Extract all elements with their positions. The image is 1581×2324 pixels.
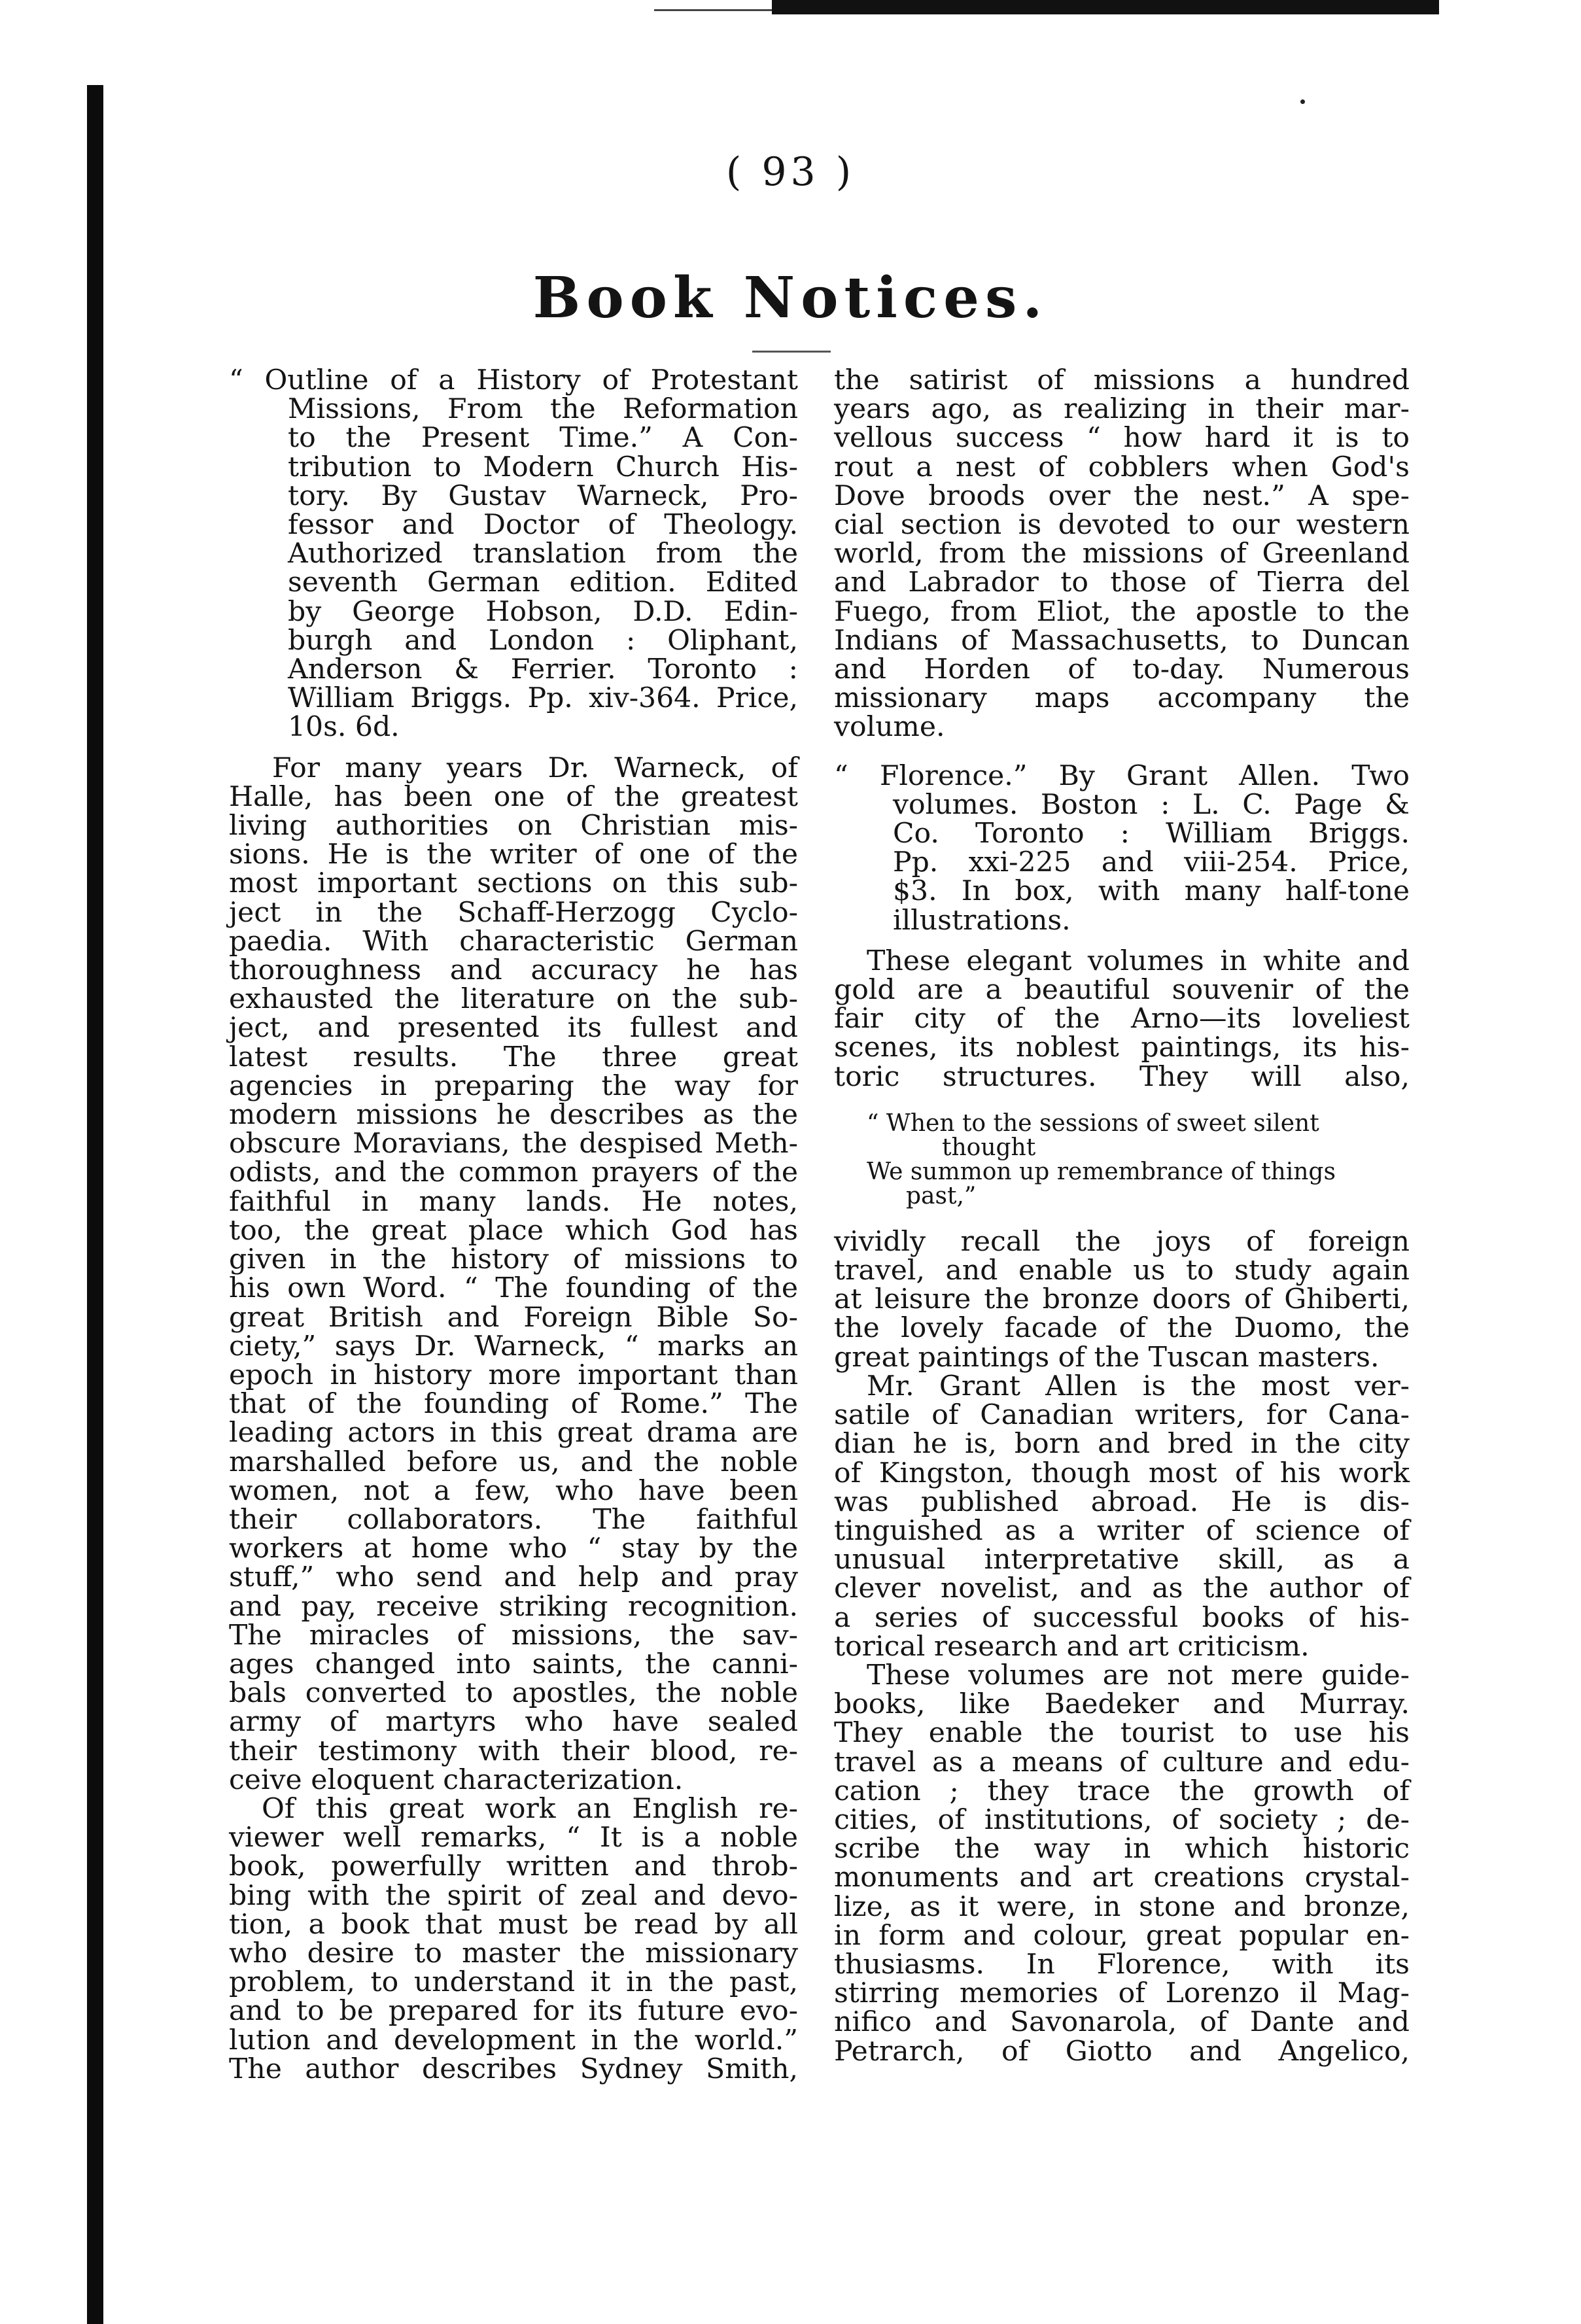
quote-line: We summon up remembrance of things — [867, 1158, 1336, 1185]
text-line: tory. By Gustav Warneck, Pro- — [288, 479, 798, 512]
quote-line: past,” — [906, 1182, 977, 1209]
text-line: most important sections on this sub- — [229, 867, 798, 900]
text-line: Missions, From the Reformation — [288, 393, 798, 426]
text-line: exhausted the literature on the sub- — [229, 983, 798, 1016]
text-line: by George Hobson, D.D. Edin- — [288, 595, 798, 628]
text-line: $3. In box, with many half-tone — [893, 875, 1410, 908]
text-line: living authorities on Christian mis- — [229, 810, 798, 842]
text-line: Indians of Massachusetts, to Duncan — [834, 624, 1410, 657]
warneck-review-continued — [834, 366, 1410, 742]
text-line: in form and colour, great popular en- — [834, 1919, 1410, 1952]
warneck-citation — [229, 366, 798, 742]
text-line: These elegant volumes in white and — [867, 945, 1410, 977]
text-line: For many years Dr. Warneck, of — [272, 752, 798, 784]
text-line: vividly recall the joys of foreign — [834, 1225, 1410, 1258]
text-line: lution and development in the world.” — [229, 2024, 798, 2056]
text-line: scribe the way in which historic — [834, 1833, 1410, 1865]
text-line: paedia. With characteristic German — [229, 925, 798, 958]
florence-review-body — [834, 947, 1410, 2066]
text-line: travel, and enable us to study again — [834, 1255, 1410, 1287]
text-line: their testimony with their blood, re- — [229, 1735, 798, 1767]
text-line: dian he is, born and bred in the city — [834, 1428, 1410, 1461]
text-line: fair city of the Arno—its loveliest — [834, 1003, 1410, 1035]
text-line: vellous success “ how hard it is to — [834, 422, 1410, 455]
text-line: a series of successful books of his- — [834, 1601, 1410, 1634]
text-line: viewer well remarks, “ It is a noble — [229, 1822, 798, 1854]
text-line: burgh and London : Oliphant, — [288, 624, 798, 657]
text-line: unusual interpretative skill, as a — [834, 1544, 1410, 1576]
text-line: and Horden of to-day. Numerous — [834, 653, 1410, 686]
text-line: great British and Foreign Bible So- — [229, 1301, 798, 1334]
text-line: sions. He is the writer of one of the — [229, 839, 798, 871]
text-line: ject in the Schaff-Herzogg Cyclo- — [229, 896, 798, 929]
text-line: agencies in preparing the way for — [229, 1069, 798, 1102]
text-line: Halle, has been one of the greatest — [229, 780, 798, 813]
text-line: tribution to Modern Church His- — [288, 451, 798, 483]
text-line: epoch in history more important than — [229, 1359, 798, 1391]
quote-line: thought — [942, 1134, 1036, 1161]
text-line: Petrarch, of Giotto and Angelico, — [834, 2035, 1410, 2068]
section-heading: Book Notices. — [532, 265, 1049, 331]
left-column — [229, 366, 798, 2084]
text-line: thusiasms. In Florence, with its — [834, 1948, 1410, 1981]
binding-edge-shadow — [87, 85, 103, 2324]
text-line: and pay, receive striking recognition. — [229, 1590, 798, 1623]
text-line: at leisure the bronze doors of Ghiberti, — [834, 1283, 1410, 1316]
text-line: seventh German edition. Edited — [288, 566, 798, 599]
text-line: volumes. Boston : L. C. Page & — [893, 788, 1410, 821]
text-line: Anderson & Ferrier. Toronto : — [288, 653, 798, 686]
text-line: travel as a means of culture and edu- — [834, 1746, 1410, 1778]
text-line: Mr. Grant Allen is the most ver- — [867, 1370, 1410, 1402]
text-line: Fuego, from Eliot, the apostle to the — [834, 595, 1410, 628]
heading-rule — [752, 351, 831, 353]
text-line: “ Florence.” By Grant Allen. Two — [834, 759, 1410, 792]
text-line: obscure Moravians, the despised Meth- — [229, 1128, 798, 1160]
text-line: scenes, its noblest paintings, its his- — [834, 1032, 1410, 1064]
text-line: faithful in many lands. He notes, — [229, 1185, 798, 1218]
text-line: missionary maps accompany the — [834, 682, 1410, 715]
text-line: ciety,” says Dr. Warneck, “ marks an — [229, 1330, 798, 1362]
text-line: Co. Toronto : William Briggs. — [893, 818, 1410, 850]
text-line: tinguished as a writer of science of — [834, 1514, 1410, 1547]
text-line: They enable the tourist to use his — [834, 1717, 1410, 1750]
text-line: marshalled before us, and the noble — [229, 1446, 798, 1478]
text-line: army of martyrs who have sealed — [229, 1706, 798, 1739]
text-line: books, like Baedeker and Murray. — [834, 1688, 1410, 1721]
text-line: thoroughness and accuracy he has — [229, 954, 798, 987]
text-line: the satirist of missions a hundred — [834, 364, 1410, 396]
text-line: illustrations. — [893, 904, 1071, 937]
text-line: The author describes Sydney Smith, — [229, 2053, 798, 2085]
text-line: cities, of institutions, of society ; de- — [834, 1803, 1410, 1836]
text-line: cation ; they trace the growth of — [834, 1775, 1410, 1807]
text-line: rout a nest of cobblers when God's — [834, 451, 1410, 483]
text-line: bing with the spirit of zeal and devo- — [229, 1879, 798, 1912]
text-line: The miracles of missions, the sav- — [229, 1619, 798, 1652]
text-line: cial section is devoted to our western — [834, 509, 1410, 542]
text-line: problem, to understand it in the past, — [229, 1966, 798, 1999]
text-line: workers at home who “ stay by the — [229, 1533, 798, 1565]
text-line: leading actors in this great drama are — [229, 1417, 798, 1449]
scan-speck — [1300, 99, 1305, 104]
text-line: monuments and art creations crystal- — [834, 1862, 1410, 1894]
text-line: toric structures. They will also, — [834, 1060, 1410, 1093]
text-line: book, powerfully written and throb- — [229, 1850, 798, 1883]
text-line: nifico and Savonarola, of Dante and — [834, 2006, 1410, 2039]
text-line: odists, and the common prayers of the — [229, 1156, 798, 1189]
text-line: torical research and art criticism. — [834, 1630, 1310, 1663]
text-line: These volumes are not mere guide- — [867, 1659, 1410, 1691]
text-line: women, not a few, who have been — [229, 1474, 798, 1507]
text-line: too, the great place which God has — [229, 1214, 798, 1247]
text-line: ceive eloquent characterization. — [229, 1763, 684, 1796]
text-line: satile of Canadian writers, for Cana- — [834, 1399, 1410, 1432]
text-line: his own Word. “ The founding of the — [229, 1272, 798, 1305]
text-line: that of the founding of Rome.” The — [229, 1388, 798, 1421]
text-line: William Briggs. Pp. xiv-364. Price, — [288, 682, 798, 715]
text-line: was published abroad. He is dis- — [834, 1485, 1410, 1518]
text-line: who desire to master the missionary — [229, 1937, 798, 1969]
text-line: Dove broods over the nest.” A spe- — [834, 479, 1410, 512]
text-line: “ Outline of a History of Protestant — [229, 364, 798, 396]
text-line: great paintings of the Tuscan masters. — [834, 1341, 1380, 1374]
right-column — [834, 366, 1410, 2066]
text-line: stuff,” who send and help and pray — [229, 1561, 798, 1594]
text-line: to the Present Time.” A Con- — [288, 422, 798, 455]
text-line: bals converted to apostles, the noble — [229, 1677, 798, 1710]
warneck-review-body — [229, 754, 798, 2084]
page-number: ( 93 ) — [725, 149, 856, 195]
top-edge-rule-thin — [654, 9, 785, 11]
text-line: ject, and presented its fullest and — [229, 1012, 798, 1045]
florence-citation — [834, 759, 1410, 937]
text-line: of Kingston, though most of his work — [834, 1457, 1410, 1489]
text-line: ages changed into saints, the canni- — [229, 1648, 798, 1680]
text-line: and Labrador to those of Tierra del — [834, 566, 1410, 599]
quote-line: “ When to the sessions of sweet silent — [867, 1109, 1319, 1137]
text-line: fessor and Doctor of Theology. — [288, 509, 798, 542]
text-line: Authorized translation from the — [288, 538, 798, 570]
text-line: stirring memories of Lorenzo il Mag- — [834, 1977, 1410, 2010]
text-line: latest results. The three great — [229, 1041, 798, 1073]
text-line: years ago, as realizing in their mar- — [834, 393, 1410, 426]
text-line: given in the history of missions to — [229, 1243, 798, 1276]
verse-quote — [834, 1111, 1410, 1208]
text-line: and to be prepared for its future evo- — [229, 1995, 798, 2028]
text-line: their collaborators. The faithful — [229, 1503, 798, 1536]
text-line: tion, a book that must be read by all — [229, 1908, 798, 1941]
text-line: lize, as it were, in stone and bronze, — [834, 1890, 1410, 1923]
text-line: world, from the missions of Greenland — [834, 538, 1410, 570]
text-line: modern missions he describes as the — [229, 1099, 798, 1132]
top-edge-rule — [772, 0, 1439, 14]
text-line: Of this great work an English re- — [262, 1792, 798, 1825]
text-line: Pp. xxi-225 and viii-254. Price, — [893, 846, 1410, 879]
text-line: the lovely facade of the Duomo, the — [834, 1312, 1410, 1345]
text-line: volume. — [834, 711, 945, 744]
text-line: gold are a beautiful souvenir of the — [834, 974, 1410, 1007]
text-line: clever novelist, and as the author of — [834, 1572, 1410, 1605]
text-line: 10s. 6d. — [288, 711, 400, 744]
